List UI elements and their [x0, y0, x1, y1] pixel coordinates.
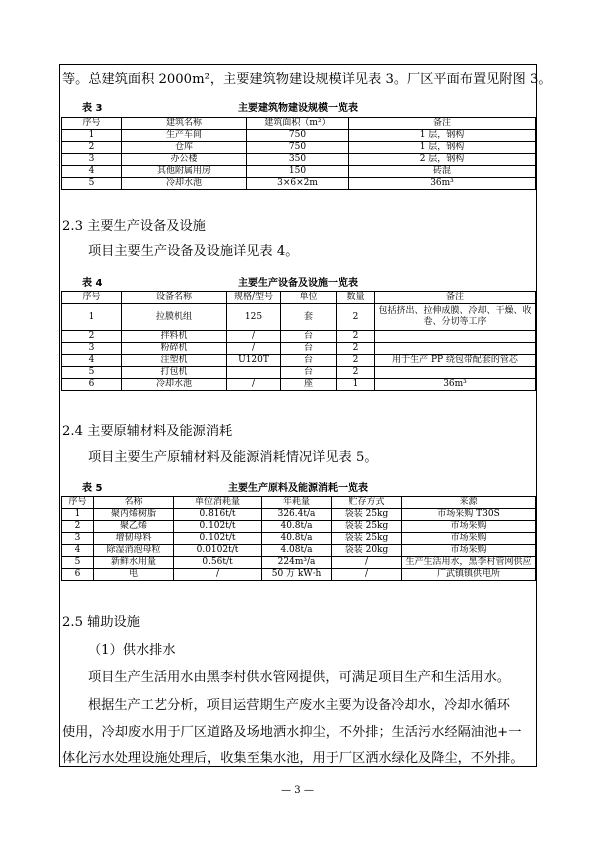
table-cell: 袋装 25kg: [332, 533, 402, 545]
table-cell: 1: [62, 304, 122, 331]
table-cell: 0.102t/t: [174, 533, 262, 545]
table-cell: 台: [281, 355, 337, 367]
table-cell: 聚丙烯树脂: [94, 509, 174, 521]
table-cell: 冷却水池: [122, 379, 227, 391]
table-header-cell: 贮存方式: [332, 497, 402, 509]
table-header-row: [62, 292, 536, 304]
table-header-cell: 名称: [94, 497, 174, 509]
table4-title: 主要生产设备及设施一览表: [238, 278, 358, 289]
table-cell: 5: [62, 367, 122, 379]
paragraph-line: 根据生产工艺分析，项目运营期生产废水主要为设备冷却水，冷却水循环: [88, 698, 510, 713]
table-cell: 2: [62, 142, 122, 154]
table-cell: 注塑机: [122, 355, 227, 367]
table-cell: /: [174, 569, 262, 581]
page-number: — 3 —: [281, 785, 314, 796]
table-row: [62, 569, 536, 581]
table-row: [62, 304, 536, 331]
table-header-cell: 规格/型号: [227, 292, 281, 304]
table-cell: 冷却水池: [122, 178, 247, 190]
table-header-cell: 数量: [337, 292, 375, 304]
table-row: [62, 355, 536, 367]
table-cell: 其他附属用房: [122, 166, 247, 178]
table-cell: 40.8t/a: [262, 533, 332, 545]
table4-caption: [82, 274, 514, 288]
table-cell: 广武镇镇供电所: [402, 569, 536, 581]
table-cell: 0.102t/t: [174, 521, 262, 533]
table-cell: 2: [337, 304, 375, 331]
table5: [61, 496, 536, 581]
table-cell: 2: [337, 367, 375, 379]
table-header-cell: 年耗量: [262, 497, 332, 509]
table-cell: [375, 331, 536, 343]
table-cell: 2: [62, 331, 122, 343]
table-cell: 2 层，钢构: [349, 154, 536, 166]
table-row: [62, 533, 536, 545]
table-cell: 1: [337, 379, 375, 391]
table-cell: 50 万 kW·h: [262, 569, 332, 581]
table-cell: 4: [62, 166, 122, 178]
table-cell: 袋装 25kg: [332, 509, 402, 521]
table-cell: 36m³: [375, 379, 536, 391]
table-cell: 袋装 25kg: [332, 521, 402, 533]
table-cell: /: [227, 343, 281, 355]
table3-caption: [82, 99, 514, 113]
table-cell: 4.08t/a: [262, 545, 332, 557]
table-row: [62, 166, 536, 178]
intro-line: 等。总建筑面积 2000m²，主要建筑物建设规模详见表 3。厂区平面布置见附图 3。: [62, 72, 552, 87]
section-2-3-text: 项目主要生产设备及设施详见表 4。: [88, 244, 299, 259]
table-cell: 326.4t/a: [262, 509, 332, 521]
table-row: [62, 343, 536, 355]
table-header-cell: 序号: [62, 497, 94, 509]
table-cell: 生产生活用水，黑李村管网供应: [402, 557, 536, 569]
table-cell: 新鲜水用量: [94, 557, 174, 569]
table-row: [62, 557, 536, 569]
table4: [61, 291, 536, 391]
table-cell: 市场采购: [402, 533, 536, 545]
table-header-cell: 单位: [281, 292, 337, 304]
table-header-cell: 单位消耗量: [174, 497, 262, 509]
table-header-cell: 备注: [375, 292, 536, 304]
table4-label: 表 4: [82, 278, 103, 289]
table-cell: 除湿消泡母粒: [94, 545, 174, 557]
section-2-3-heading: 2.3 主要生产设备及设施: [62, 219, 206, 234]
table-cell: 市场采购 T30S: [402, 509, 536, 521]
table-cell: 生产车间: [122, 130, 247, 142]
table-cell: 电: [94, 569, 174, 581]
section-2-5-subheading: （1）供水排水: [88, 643, 176, 658]
table-header-cell: 来源: [402, 497, 536, 509]
table-cell: /: [227, 331, 281, 343]
table-cell: 增韧母料: [94, 533, 174, 545]
table-cell: 台: [281, 331, 337, 343]
table-cell: 市场采购: [402, 545, 536, 557]
table-header-cell: 备注: [349, 118, 536, 130]
table-cell: 0.56t/t: [174, 557, 262, 569]
table-header-row: [62, 497, 536, 509]
table-cell: 市场采购: [402, 521, 536, 533]
table-cell: 3: [62, 533, 94, 545]
table-cell: 打包机: [122, 367, 227, 379]
table-cell: 2: [337, 331, 375, 343]
table-row: [62, 331, 536, 343]
table-cell: 5: [62, 557, 94, 569]
table-cell: 台: [281, 343, 337, 355]
table-cell: 1: [62, 130, 122, 142]
table-cell: 用于生产 PP 绕包带配套的管芯: [375, 355, 536, 367]
table-row: [62, 379, 536, 391]
paragraph-water-supply: 项目生产生活用水由黑李村供水管网提供，可满足项目生产和生活用水。: [88, 670, 510, 685]
table-cell: [375, 343, 536, 355]
section-2-4-text: 项目主要生产原辅材料及能源消耗情况详见表 5。: [88, 450, 378, 465]
table-cell: 150: [247, 166, 349, 178]
table-row: [62, 178, 536, 190]
table-header-row: [62, 118, 536, 130]
table-cell: 5: [62, 178, 122, 190]
table-cell: /: [332, 557, 402, 569]
table-cell: 36m³: [349, 178, 536, 190]
table-cell: /: [227, 379, 281, 391]
table5-caption: [82, 479, 514, 493]
table-cell: 2: [62, 521, 94, 533]
table-cell: /: [332, 569, 402, 581]
table5-label: 表 5: [82, 483, 103, 494]
table-cell: 3: [62, 343, 122, 355]
table-cell: 224m³/a: [262, 557, 332, 569]
section-2-4-heading: 2.4 主要原辅材料及能源消耗: [62, 424, 233, 439]
table5-title: 主要生产原料及能源消耗一览表: [228, 483, 368, 494]
table-cell: 1 层，钢构: [349, 130, 536, 142]
table-header-cell: 建筑名称: [122, 118, 247, 130]
table-cell: 台: [281, 367, 337, 379]
table-cell: 袋装 20kg: [332, 545, 402, 557]
table-cell: 仓库: [122, 142, 247, 154]
table-cell: 3: [62, 154, 122, 166]
table-cell: 办公楼: [122, 154, 247, 166]
table-row: [62, 521, 536, 533]
table-cell: 6: [62, 569, 94, 581]
table-header-cell: 建筑面积（m²）: [247, 118, 349, 130]
table-cell: [227, 367, 281, 379]
section-2-5-heading: 2.5 辅助设施: [62, 615, 140, 630]
table-row: [62, 545, 536, 557]
table-cell: 2: [337, 343, 375, 355]
table-cell: [375, 367, 536, 379]
table-cell: 3×6×2m: [247, 178, 349, 190]
table-cell: 拌料机: [122, 331, 227, 343]
table-cell: 1 层，钢构: [349, 142, 536, 154]
table-header-cell: 设备名称: [122, 292, 227, 304]
table-row: [62, 142, 536, 154]
table-header-cell: 序号: [62, 118, 122, 130]
table-cell: 125: [227, 304, 281, 331]
table-cell: 4: [62, 545, 94, 557]
table-cell: 拉膜机组: [122, 304, 227, 331]
table-cell: 0.0102t/t: [174, 545, 262, 557]
table-cell: 0.816t/t: [174, 509, 262, 521]
table-cell: 40.8t/a: [262, 521, 332, 533]
table-row: [62, 154, 536, 166]
table-cell: 6: [62, 379, 122, 391]
page-frame: [59, 64, 552, 767]
table-cell: 粉碎机: [122, 343, 227, 355]
table3-label: 表 3: [82, 103, 103, 114]
table-row: [62, 509, 536, 521]
table-cell: 350: [247, 154, 349, 166]
table-cell: 2: [337, 355, 375, 367]
table3-title: 主要建筑物建设规模一览表: [238, 103, 358, 114]
table-row: [62, 130, 536, 142]
table-cell: 1: [62, 509, 94, 521]
table-row: [62, 367, 536, 379]
table3: [61, 117, 536, 190]
table-cell: 套: [281, 304, 337, 331]
table-cell: 座: [281, 379, 337, 391]
paragraph-line: 体化污水处理设施处理后，收集至集水池，用于厂区洒水绿化及降尘，不外排。: [62, 751, 524, 766]
table-cell: 包括挤出、拉伸成膜、冷却、干燥、收卷、分切等工序: [375, 304, 536, 331]
table-cell: 750: [247, 130, 349, 142]
table-cell: 4: [62, 355, 122, 367]
table-header-cell: 序号: [62, 292, 122, 304]
paragraph-line: 使用，冷却废水用于厂区道路及场地洒水抑尘，不外排；生活污水经隔油池+一: [62, 725, 522, 740]
table-cell: 砖混: [349, 166, 536, 178]
table-cell: 750: [247, 142, 349, 154]
table-cell: U120T: [227, 355, 281, 367]
table-cell: 聚乙烯: [94, 521, 174, 533]
